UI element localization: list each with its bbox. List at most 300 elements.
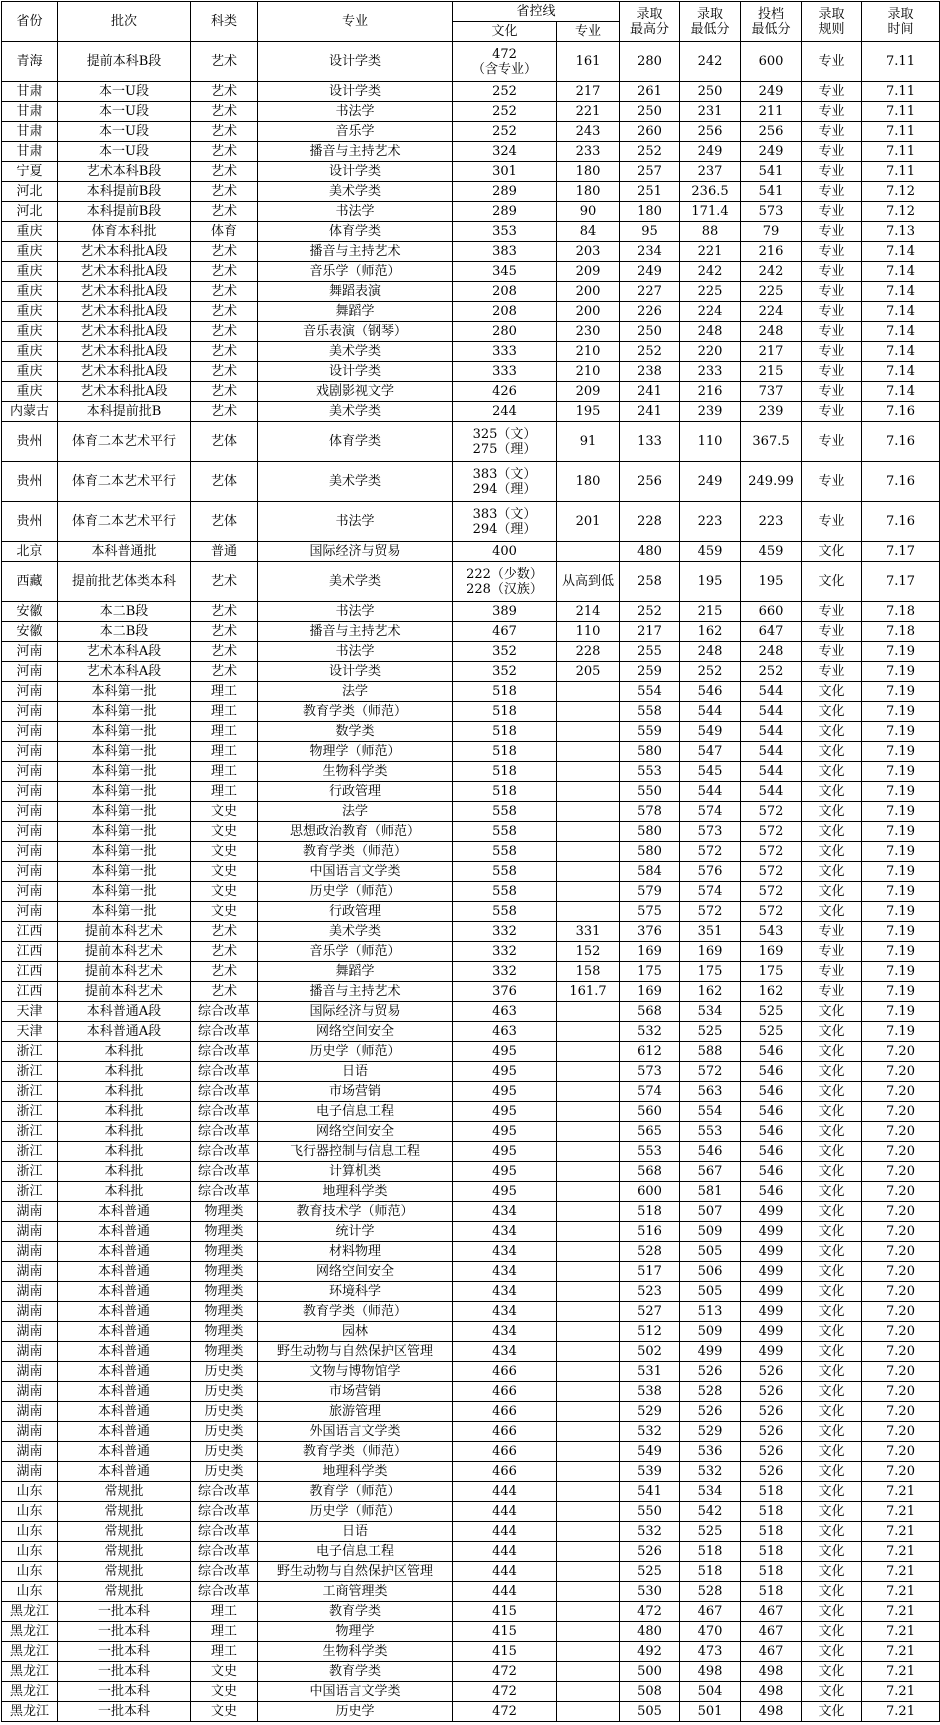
cell-province: 甘肃: [2, 102, 58, 122]
cell-specialty-line: [557, 742, 620, 762]
cell-culture-line: 466: [453, 1402, 557, 1422]
cell-max-score: 169: [620, 942, 680, 962]
cell-category: 艺术: [191, 982, 258, 1002]
cell-min-score: 525: [680, 1022, 741, 1042]
cell-rule: 文化: [802, 1022, 862, 1042]
table-row: [2, 82, 940, 102]
cell-max-score: 234: [620, 242, 680, 262]
cell-batch: 体育二本艺术平行: [58, 502, 191, 542]
cell-min-score: 473: [680, 1642, 741, 1662]
cell-province: 山东: [2, 1502, 58, 1522]
cell-batch: 一批本科: [58, 1602, 191, 1622]
cell-culture-line: 466: [453, 1442, 557, 1462]
cell-major: 国际经济与贸易: [258, 1002, 453, 1022]
cell-rule: 文化: [802, 842, 862, 862]
cell-category: 物理类: [191, 1262, 258, 1282]
table-row: [2, 1342, 940, 1362]
cell-culture-line: 444: [453, 1482, 557, 1502]
cell-category: 历史类: [191, 1382, 258, 1402]
cell-time: 7.20: [862, 1422, 940, 1442]
cell-time: 7.12: [862, 202, 940, 222]
cell-max-score: 578: [620, 802, 680, 822]
cell-specialty-line: 214: [557, 602, 620, 622]
cell-time: 7.14: [862, 322, 940, 342]
cell-specialty-line: [557, 702, 620, 722]
cell-culture-line: 301: [453, 162, 557, 182]
cell-batch: 常规批: [58, 1522, 191, 1542]
cell-time: 7.20: [862, 1222, 940, 1242]
cell-culture-line: 252: [453, 82, 557, 102]
cell-culture-line: 518: [453, 702, 557, 722]
cell-major: 地理科学类: [258, 1462, 453, 1482]
cell-major: 电子信息工程: [258, 1542, 453, 1562]
cell-file-min-score: 248: [741, 322, 802, 342]
cell-time: 7.19: [862, 902, 940, 922]
cell-major: 教育学类（师范）: [258, 842, 453, 862]
cell-major: 美术学类: [258, 462, 453, 502]
cell-rule: 文化: [802, 1042, 862, 1062]
cell-max-score: 530: [620, 1582, 680, 1602]
cell-category: 艺术: [191, 42, 258, 82]
cell-province: 天津: [2, 1002, 58, 1022]
cell-specialty-line: [557, 802, 620, 822]
cell-min-score: 572: [680, 902, 741, 922]
cell-culture-line: 495: [453, 1182, 557, 1202]
cell-specialty-line: 180: [557, 462, 620, 502]
cell-major: 音乐表演（钢琴）: [258, 322, 453, 342]
cell-culture-line: 444: [453, 1522, 557, 1542]
cell-file-min-score: 572: [741, 902, 802, 922]
cell-time: 7.16: [862, 402, 940, 422]
cell-batch: 常规批: [58, 1562, 191, 1582]
cell-category: 综合改革: [191, 1122, 258, 1142]
cell-rule: 文化: [802, 1222, 862, 1242]
cell-rule: 文化: [802, 1602, 862, 1622]
cell-province: 浙江: [2, 1062, 58, 1082]
cell-category: 文史: [191, 862, 258, 882]
table-row: [2, 462, 940, 502]
cell-specialty-line: [557, 1142, 620, 1162]
header-file-min-score: 投档 最低分: [741, 2, 802, 42]
cell-time: 7.21: [862, 1702, 940, 1722]
cell-time: 7.20: [862, 1142, 940, 1162]
cell-min-score: 223: [680, 502, 741, 542]
cell-specialty-line: [557, 1362, 620, 1382]
cell-culture-line: 558: [453, 802, 557, 822]
cell-rule: 专业: [802, 102, 862, 122]
cell-specialty-line: [557, 1442, 620, 1462]
cell-min-score: 256: [680, 122, 741, 142]
cell-time: 7.20: [862, 1442, 940, 1462]
cell-culture-line: 472: [453, 1682, 557, 1702]
cell-min-score: 518: [680, 1562, 741, 1582]
cell-time: 7.20: [862, 1402, 940, 1422]
cell-rule: 文化: [802, 1702, 862, 1722]
cell-max-score: 480: [620, 1622, 680, 1642]
cell-min-score: 509: [680, 1222, 741, 1242]
cell-rule: 专业: [802, 42, 862, 82]
cell-culture-line: 518: [453, 722, 557, 742]
cell-major: 美术学类: [258, 342, 453, 362]
cell-category: 文史: [191, 902, 258, 922]
cell-major: 播音与主持艺术: [258, 622, 453, 642]
cell-file-min-score: 79: [741, 222, 802, 242]
cell-max-score: 226: [620, 302, 680, 322]
cell-major: 飞行器控制与信息工程: [258, 1142, 453, 1162]
cell-min-score: 528: [680, 1582, 741, 1602]
cell-min-score: 221: [680, 242, 741, 262]
cell-max-score: 529: [620, 1402, 680, 1422]
cell-specialty-line: [557, 722, 620, 742]
cell-rule: 文化: [802, 1562, 862, 1582]
cell-category: 艺术: [191, 642, 258, 662]
cell-time: 7.19: [862, 662, 940, 682]
table-row: [2, 662, 940, 682]
cell-time: 7.14: [862, 382, 940, 402]
cell-category: 理工: [191, 722, 258, 742]
cell-max-score: 516: [620, 1222, 680, 1242]
cell-specialty-line: 110: [557, 622, 620, 642]
cell-category: 综合改革: [191, 1022, 258, 1042]
cell-time: 7.19: [862, 682, 940, 702]
cell-specialty-line: 228: [557, 642, 620, 662]
cell-max-score: 508: [620, 1682, 680, 1702]
cell-culture-line: 558: [453, 862, 557, 882]
cell-min-score: 501: [680, 1702, 741, 1722]
cell-max-score: 169: [620, 982, 680, 1002]
cell-batch: 体育本科批: [58, 222, 191, 242]
table-row: [2, 622, 940, 642]
cell-time: 7.19: [862, 1022, 940, 1042]
cell-file-min-score: 215: [741, 362, 802, 382]
cell-category: 艺体: [191, 502, 258, 542]
cell-batch: 本科批: [58, 1082, 191, 1102]
cell-culture-line: 383: [453, 242, 557, 262]
cell-major: 美术学类: [258, 562, 453, 602]
cell-rule: 专业: [802, 322, 862, 342]
cell-batch: 本科第一批: [58, 882, 191, 902]
table-row: [2, 222, 940, 242]
cell-province: 河南: [2, 642, 58, 662]
cell-culture-line: 466: [453, 1362, 557, 1382]
cell-time: 7.11: [862, 42, 940, 82]
cell-category: 艺术: [191, 342, 258, 362]
cell-specialty-line: [557, 1062, 620, 1082]
table-row: [2, 1582, 940, 1602]
table-row: [2, 182, 940, 202]
cell-batch: 本科第一批: [58, 702, 191, 722]
cell-major: 教育学类: [258, 1602, 453, 1622]
table-row: [2, 1162, 940, 1182]
cell-file-min-score: 467: [741, 1602, 802, 1622]
cell-specialty-line: [557, 842, 620, 862]
cell-category: 综合改革: [191, 1562, 258, 1582]
cell-rule: 专业: [802, 922, 862, 942]
cell-file-min-score: 526: [741, 1442, 802, 1462]
cell-category: 综合改革: [191, 1542, 258, 1562]
table-row: [2, 282, 940, 302]
cell-major: 设计学类: [258, 82, 453, 102]
cell-major: 音乐学: [258, 122, 453, 142]
cell-time: 7.19: [862, 982, 940, 1002]
cell-max-score: 559: [620, 722, 680, 742]
cell-file-min-score: 239: [741, 402, 802, 422]
cell-province: 河南: [2, 762, 58, 782]
cell-rule: 专业: [802, 202, 862, 222]
cell-max-score: 554: [620, 682, 680, 702]
cell-batch: 提前本科艺术: [58, 962, 191, 982]
cell-file-min-score: 526: [741, 1422, 802, 1442]
cell-batch: 本科普通: [58, 1282, 191, 1302]
cell-rule: 文化: [802, 1182, 862, 1202]
cell-category: 艺术: [191, 322, 258, 342]
cell-batch: 本科第一批: [58, 802, 191, 822]
cell-specialty-line: [557, 1682, 620, 1702]
cell-batch: 本科普通: [58, 1262, 191, 1282]
cell-time: 7.21: [862, 1582, 940, 1602]
cell-file-min-score: 541: [741, 162, 802, 182]
cell-batch: 本一U段: [58, 142, 191, 162]
table-row: [2, 722, 940, 742]
cell-batch: 艺术本科批A段: [58, 382, 191, 402]
table-row: [2, 1542, 940, 1562]
cell-culture-line: 558: [453, 902, 557, 922]
cell-category: 艺术: [191, 662, 258, 682]
cell-rule: 专业: [802, 222, 862, 242]
cell-min-score: 505: [680, 1282, 741, 1302]
cell-time: 7.19: [862, 822, 940, 842]
cell-province: 黑龙江: [2, 1642, 58, 1662]
table-row: [2, 1102, 940, 1122]
cell-rule: 专业: [802, 302, 862, 322]
cell-culture-line: 558: [453, 822, 557, 842]
cell-max-score: 532: [620, 1422, 680, 1442]
cell-category: 综合改革: [191, 1142, 258, 1162]
cell-min-score: 572: [680, 842, 741, 862]
cell-batch: 提前本科B段: [58, 42, 191, 82]
cell-specialty-line: [557, 1162, 620, 1182]
cell-culture-line: 280: [453, 322, 557, 342]
cell-category: 艺术: [191, 102, 258, 122]
cell-category: 艺术: [191, 362, 258, 382]
cell-batch: 本科第一批: [58, 902, 191, 922]
cell-category: 综合改革: [191, 1502, 258, 1522]
cell-rule: 文化: [802, 862, 862, 882]
cell-category: 综合改革: [191, 1182, 258, 1202]
cell-rule: 文化: [802, 742, 862, 762]
cell-specialty-line: [557, 682, 620, 702]
cell-batch: 常规批: [58, 1582, 191, 1602]
cell-rule: 专业: [802, 122, 862, 142]
cell-major: 音乐学（师范）: [258, 262, 453, 282]
cell-major: 历史学: [258, 1702, 453, 1722]
cell-min-score: 507: [680, 1202, 741, 1222]
cell-max-score: 573: [620, 1062, 680, 1082]
cell-major: 网络空间安全: [258, 1262, 453, 1282]
cell-province: 湖南: [2, 1282, 58, 1302]
cell-rule: 文化: [802, 1422, 862, 1442]
cell-batch: 本二B段: [58, 602, 191, 622]
cell-major: 日语: [258, 1522, 453, 1542]
cell-min-score: 171.4: [680, 202, 741, 222]
cell-min-score: 239: [680, 402, 741, 422]
cell-province: 河北: [2, 202, 58, 222]
cell-file-min-score: 211: [741, 102, 802, 122]
cell-min-score: 506: [680, 1262, 741, 1282]
cell-batch: 艺术本科批A段: [58, 342, 191, 362]
cell-file-min-score: 572: [741, 862, 802, 882]
cell-culture-line: 466: [453, 1422, 557, 1442]
cell-province: 重庆: [2, 282, 58, 302]
cell-max-score: 261: [620, 82, 680, 102]
cell-rule: 专业: [802, 422, 862, 462]
cell-province: 浙江: [2, 1142, 58, 1162]
table-row: [2, 922, 940, 942]
cell-major: 教育学类（师范）: [258, 1442, 453, 1462]
cell-specialty-line: 158: [557, 962, 620, 982]
cell-rule: 专业: [802, 242, 862, 262]
cell-province: 河南: [2, 862, 58, 882]
cell-max-score: 580: [620, 742, 680, 762]
cell-max-score: 376: [620, 922, 680, 942]
cell-min-score: 505: [680, 1242, 741, 1262]
cell-batch: 本科普通: [58, 1342, 191, 1362]
cell-max-score: 180: [620, 202, 680, 222]
cell-time: 7.19: [862, 962, 940, 982]
cell-major: 行政管理: [258, 782, 453, 802]
cell-file-min-score: 526: [741, 1382, 802, 1402]
cell-specialty-line: [557, 1542, 620, 1562]
header-min-score: 录取 最低分: [680, 2, 741, 42]
cell-specialty-line: 210: [557, 342, 620, 362]
cell-file-min-score: 518: [741, 1562, 802, 1582]
cell-time: 7.20: [862, 1302, 940, 1322]
cell-file-min-score: 572: [741, 822, 802, 842]
cell-time: 7.21: [862, 1562, 940, 1582]
cell-category: 艺术: [191, 82, 258, 102]
table-row: [2, 1082, 940, 1102]
cell-culture-line: 466: [453, 1462, 557, 1482]
cell-batch: 本科普通: [58, 1202, 191, 1222]
cell-batch: 本二B段: [58, 622, 191, 642]
cell-min-score: 574: [680, 802, 741, 822]
cell-batch: 本科提前批B: [58, 402, 191, 422]
cell-province: 江西: [2, 962, 58, 982]
cell-province: 重庆: [2, 382, 58, 402]
cell-major: 数学类: [258, 722, 453, 742]
cell-time: 7.14: [862, 342, 940, 362]
cell-file-min-score: 518: [741, 1482, 802, 1502]
cell-province: 甘肃: [2, 122, 58, 142]
cell-major: 体育学类: [258, 422, 453, 462]
cell-batch: 本科第一批: [58, 862, 191, 882]
cell-batch: 本科第一批: [58, 682, 191, 702]
cell-min-score: 542: [680, 1502, 741, 1522]
cell-min-score: 249: [680, 462, 741, 502]
header-max-score: 录取 最高分: [620, 2, 680, 42]
cell-file-min-score: 573: [741, 202, 802, 222]
cell-min-score: 248: [680, 322, 741, 342]
cell-rule: 文化: [802, 542, 862, 562]
cell-batch: 本科普通批: [58, 542, 191, 562]
cell-culture-line: 495: [453, 1062, 557, 1082]
cell-culture-line: 400: [453, 542, 557, 562]
cell-major: 教育学（师范）: [258, 1482, 453, 1502]
cell-category: 艺术: [191, 182, 258, 202]
cell-category: 艺术: [191, 402, 258, 422]
cell-rule: 专业: [802, 622, 862, 642]
cell-specialty-line: [557, 1102, 620, 1122]
cell-major: 市场营销: [258, 1082, 453, 1102]
cell-file-min-score: 249.99: [741, 462, 802, 502]
cell-batch: 本科第一批: [58, 762, 191, 782]
cell-province: 重庆: [2, 222, 58, 242]
cell-province: 重庆: [2, 342, 58, 362]
cell-min-score: 549: [680, 722, 741, 742]
cell-min-score: 534: [680, 1002, 741, 1022]
table-row: [2, 1242, 940, 1262]
cell-batch: 本科第一批: [58, 722, 191, 742]
cell-culture-line: 495: [453, 1142, 557, 1162]
cell-rule: 文化: [802, 1282, 862, 1302]
cell-rule: 专业: [802, 282, 862, 302]
table-row: [2, 1462, 940, 1482]
cell-category: 综合改革: [191, 1002, 258, 1022]
cell-batch: 本科批: [58, 1102, 191, 1122]
cell-culture-line: 495: [453, 1122, 557, 1142]
cell-batch: 一批本科: [58, 1682, 191, 1702]
cell-rule: 专业: [802, 502, 862, 542]
cell-specialty-line: [557, 1002, 620, 1022]
cell-culture-line: 208: [453, 282, 557, 302]
cell-culture-line: 426: [453, 382, 557, 402]
cell-time: 7.20: [862, 1082, 940, 1102]
cell-time: 7.19: [862, 782, 940, 802]
table-row: [2, 1042, 940, 1062]
cell-culture-line: 518: [453, 742, 557, 762]
cell-culture-line: 383（文） 294（理）: [453, 502, 557, 542]
table-row: [2, 862, 940, 882]
table-row: [2, 1682, 940, 1702]
cell-culture-line: 332: [453, 962, 557, 982]
cell-category: 文史: [191, 1682, 258, 1702]
cell-major: 书法学: [258, 202, 453, 222]
cell-culture-line: 472 （含专业）: [453, 42, 557, 82]
cell-max-score: 256: [620, 462, 680, 502]
cell-province: 甘肃: [2, 142, 58, 162]
cell-specialty-line: [557, 1482, 620, 1502]
cell-min-score: 498: [680, 1662, 741, 1682]
cell-specialty-line: [557, 1082, 620, 1102]
cell-category: 综合改革: [191, 1522, 258, 1542]
cell-batch: 艺术本科批A段: [58, 282, 191, 302]
cell-file-min-score: 498: [741, 1662, 802, 1682]
cell-time: 7.12: [862, 182, 940, 202]
cell-category: 历史类: [191, 1362, 258, 1382]
cell-province: 重庆: [2, 322, 58, 342]
cell-specialty-line: 230: [557, 322, 620, 342]
cell-category: 物理类: [191, 1322, 258, 1342]
cell-max-score: 539: [620, 1462, 680, 1482]
cell-culture-line: 518: [453, 782, 557, 802]
cell-province: 贵州: [2, 502, 58, 542]
cell-province: 重庆: [2, 302, 58, 322]
cell-batch: 一批本科: [58, 1622, 191, 1642]
cell-category: 文史: [191, 842, 258, 862]
cell-batch: 提前本科艺术: [58, 982, 191, 1002]
cell-rule: 文化: [802, 1502, 862, 1522]
cell-min-score: 581: [680, 1182, 741, 1202]
